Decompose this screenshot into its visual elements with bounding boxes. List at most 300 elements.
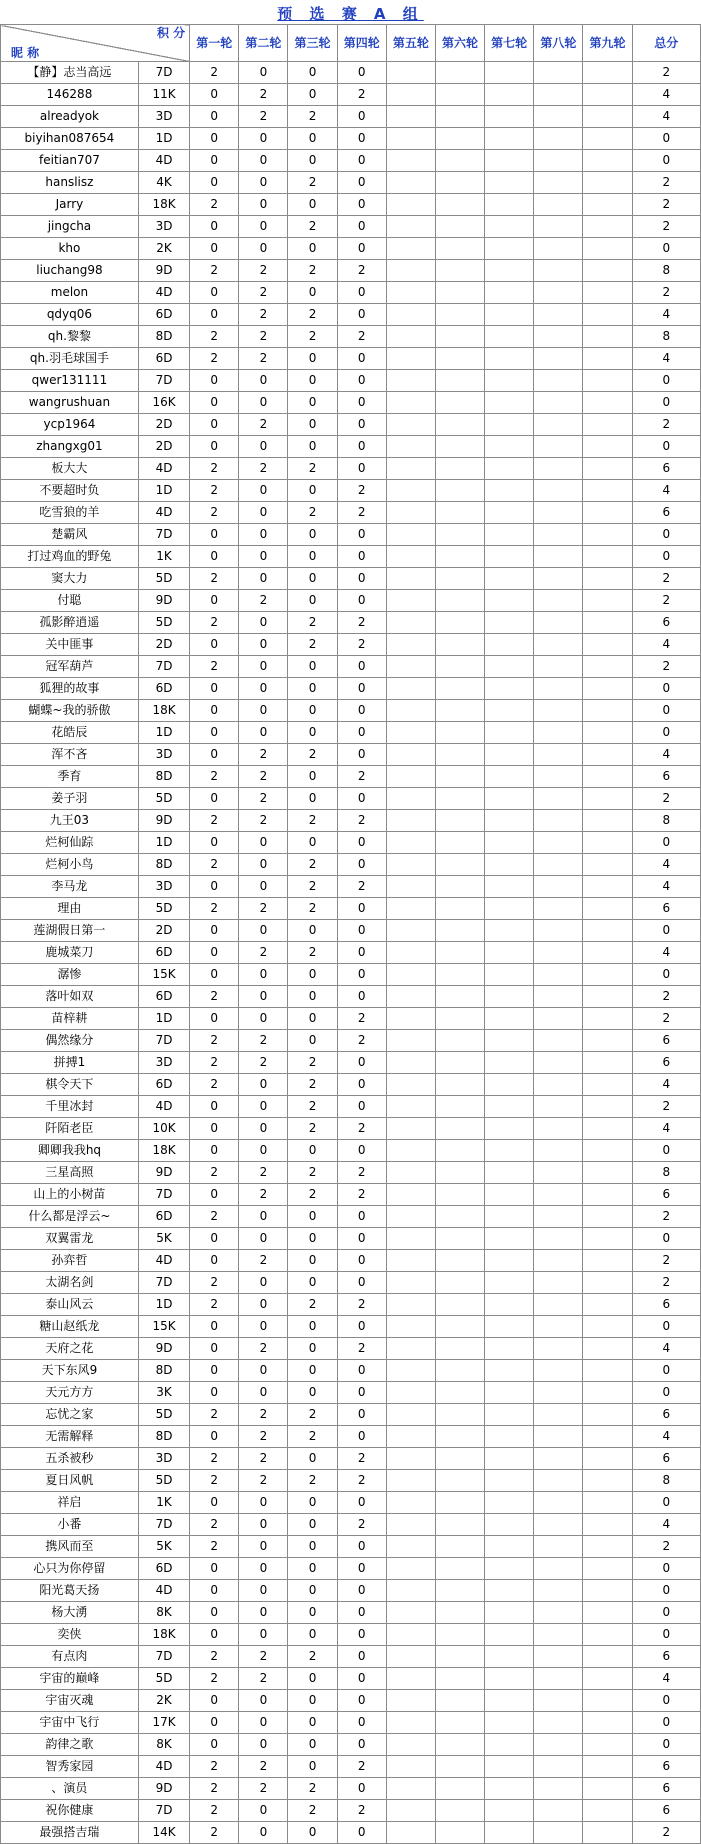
round-9-score	[583, 1294, 632, 1316]
round-9-score	[583, 106, 632, 128]
round-5-score	[386, 392, 435, 414]
round-9-score	[583, 150, 632, 172]
table-row	[1, 282, 701, 304]
player-name: 什么都是浮云~	[1, 1206, 139, 1228]
round-8-score	[534, 348, 583, 370]
player-rank: 4D	[138, 502, 189, 524]
round-8-score	[534, 1778, 583, 1800]
round-5-score	[386, 1448, 435, 1470]
round-6-score	[435, 546, 484, 568]
round-9-score	[583, 458, 632, 480]
player-rank: 5D	[138, 612, 189, 634]
round-9-score	[583, 612, 632, 634]
round-7-score	[485, 1514, 534, 1536]
round-8-score	[534, 62, 583, 84]
round-7-score	[485, 832, 534, 854]
player-name: 宇宙的巅峰	[1, 1668, 139, 1690]
round-8-score	[534, 1294, 583, 1316]
round-8-score	[534, 700, 583, 722]
round-5-score	[386, 502, 435, 524]
round-7-score	[485, 62, 534, 84]
player-name: 狐狸的故事	[1, 678, 139, 700]
round-2-score: 0	[239, 1624, 288, 1646]
round-1-score: 0	[190, 1426, 239, 1448]
round-7-score	[485, 84, 534, 106]
round-1-score: 0	[190, 1492, 239, 1514]
round-3-score: 0	[288, 84, 337, 106]
round-8-score	[534, 1822, 583, 1844]
round-2-score: 2	[239, 282, 288, 304]
round-7-score	[485, 1470, 534, 1492]
round-7-score	[485, 876, 534, 898]
round-4-score: 2	[337, 1338, 386, 1360]
round-2-score: 0	[239, 920, 288, 942]
round-6-score	[435, 1690, 484, 1712]
round-7-score	[485, 1316, 534, 1338]
round-4-score: 2	[337, 1008, 386, 1030]
round-7-score	[485, 348, 534, 370]
round-7-score	[485, 1118, 534, 1140]
round-2-score: 2	[239, 1184, 288, 1206]
round-5-score	[386, 1008, 435, 1030]
table-row	[1, 1822, 701, 1844]
round-6-score	[435, 722, 484, 744]
player-rank: 6D	[138, 304, 189, 326]
round-5-score	[386, 1668, 435, 1690]
round-5-score	[386, 810, 435, 832]
round-6-score	[435, 1162, 484, 1184]
round-2-score: 0	[239, 1492, 288, 1514]
round-8-score	[534, 1118, 583, 1140]
round-1-score: 0	[190, 590, 239, 612]
round-4-score: 0	[337, 1206, 386, 1228]
round-8-score	[534, 876, 583, 898]
round-2-score: 0	[239, 656, 288, 678]
table-row	[1, 1580, 701, 1602]
total-score: 2	[632, 656, 700, 678]
round-6-score	[435, 612, 484, 634]
round-6-score	[435, 1756, 484, 1778]
round-9-score	[583, 348, 632, 370]
player-rank: 15K	[138, 1316, 189, 1338]
round-6-score	[435, 1052, 484, 1074]
round-6-score	[435, 1272, 484, 1294]
player-name: 拼搏1	[1, 1052, 139, 1074]
round-9-score	[583, 326, 632, 348]
round-6-score	[435, 414, 484, 436]
round-7-score	[485, 1338, 534, 1360]
round-6-score	[435, 964, 484, 986]
player-name: feitian707	[1, 150, 139, 172]
round-5-score	[386, 1272, 435, 1294]
round-8-score	[534, 744, 583, 766]
round-5-score	[386, 634, 435, 656]
round-4-score: 0	[337, 304, 386, 326]
player-rank: 6D	[138, 1074, 189, 1096]
player-name: 阡陌老臣	[1, 1118, 139, 1140]
player-name: biyihan087654	[1, 128, 139, 150]
player-name: 糖山赵纸龙	[1, 1316, 139, 1338]
player-rank: 5D	[138, 898, 189, 920]
round-4-score: 0	[337, 1250, 386, 1272]
round-1-score: 0	[190, 392, 239, 414]
round-5-score	[386, 1800, 435, 1822]
round-6-score	[435, 458, 484, 480]
round-7-score	[485, 744, 534, 766]
table-row	[1, 1558, 701, 1580]
round-4-score: 2	[337, 876, 386, 898]
round-2-score: 0	[239, 1558, 288, 1580]
total-score: 0	[632, 1624, 700, 1646]
round-4-score: 2	[337, 1118, 386, 1140]
round-2-score: 0	[239, 480, 288, 502]
round-6-score	[435, 1822, 484, 1844]
round-9-score	[583, 1118, 632, 1140]
round-4-score: 0	[337, 700, 386, 722]
round-8-score	[534, 942, 583, 964]
player-name: alreadyok	[1, 106, 139, 128]
round-6-score	[435, 1448, 484, 1470]
round-6-score	[435, 1118, 484, 1140]
round-1-score: 2	[190, 1448, 239, 1470]
round-4-score: 2	[337, 260, 386, 282]
round-5-score	[386, 744, 435, 766]
round-4-score: 2	[337, 502, 386, 524]
round-1-score: 0	[190, 1734, 239, 1756]
round-8-score	[534, 920, 583, 942]
round-8-score	[534, 1052, 583, 1074]
round-9-score	[583, 1690, 632, 1712]
round-4-score: 0	[337, 1778, 386, 1800]
player-rank: 8D	[138, 1360, 189, 1382]
round-8-score	[534, 1404, 583, 1426]
round-5-score	[386, 480, 435, 502]
table-row	[1, 1492, 701, 1514]
round-6-score	[435, 524, 484, 546]
table-row	[1, 1646, 701, 1668]
round-3-score: 0	[288, 150, 337, 172]
nick-score-header	[1, 25, 190, 62]
round-3-score: 0	[288, 920, 337, 942]
table-row	[1, 1228, 701, 1250]
round-1-score: 2	[190, 1052, 239, 1074]
player-rank: 5K	[138, 1228, 189, 1250]
table-row	[1, 62, 701, 84]
round-4-score: 2	[337, 766, 386, 788]
round-8-score	[534, 1206, 583, 1228]
player-name: wangrushuan	[1, 392, 139, 414]
player-name: 韵律之歌	[1, 1734, 139, 1756]
round-6-score	[435, 700, 484, 722]
total-score: 0	[632, 1580, 700, 1602]
round-1-score: 2	[190, 656, 239, 678]
round-1-score: 0	[190, 1118, 239, 1140]
round-2-score: 0	[239, 1602, 288, 1624]
round-1-score: 0	[190, 414, 239, 436]
round-1-score: 0	[190, 128, 239, 150]
round-4-score: 0	[337, 216, 386, 238]
round-4-score: 0	[337, 1052, 386, 1074]
round-3-header: 第三轮	[288, 25, 337, 62]
round-8-score	[534, 832, 583, 854]
round-7-score	[485, 1778, 534, 1800]
table-row	[1, 1294, 701, 1316]
round-5-score	[386, 1646, 435, 1668]
total-score: 2	[632, 568, 700, 590]
player-name: 三星高照	[1, 1162, 139, 1184]
round-1-score: 2	[190, 1536, 239, 1558]
round-9-score	[583, 1580, 632, 1602]
round-4-score: 0	[337, 348, 386, 370]
round-8-score	[534, 964, 583, 986]
player-name: 楚霸风	[1, 524, 139, 546]
round-2-score: 0	[239, 194, 288, 216]
round-3-score: 0	[288, 766, 337, 788]
total-score: 0	[632, 1316, 700, 1338]
round-2-score: 2	[239, 1030, 288, 1052]
round-4-score: 2	[337, 1756, 386, 1778]
round-4-score: 0	[337, 1558, 386, 1580]
round-8-score	[534, 524, 583, 546]
round-5-score	[386, 1250, 435, 1272]
standings-body	[1, 62, 701, 1844]
total-score: 0	[632, 1140, 700, 1162]
round-9-score	[583, 810, 632, 832]
round-3-score: 0	[288, 1228, 337, 1250]
player-name: 冠军葫芦	[1, 656, 139, 678]
round-5-score	[386, 1404, 435, 1426]
table-row	[1, 1250, 701, 1272]
round-8-score	[534, 1602, 583, 1624]
round-8-score	[534, 898, 583, 920]
round-2-score: 2	[239, 590, 288, 612]
round-2-score: 0	[239, 1316, 288, 1338]
round-6-score	[435, 1030, 484, 1052]
table-row	[1, 524, 701, 546]
round-9-score	[583, 1778, 632, 1800]
round-3-score: 2	[288, 898, 337, 920]
round-2-score: 2	[239, 1250, 288, 1272]
total-score: 2	[632, 62, 700, 84]
total-score: 0	[632, 1712, 700, 1734]
standings-table	[0, 24, 701, 1844]
round-5-score	[386, 1536, 435, 1558]
player-rank: 4D	[138, 282, 189, 304]
player-rank: 7D	[138, 1646, 189, 1668]
total-score: 2	[632, 986, 700, 1008]
round-3-score: 0	[288, 678, 337, 700]
round-5-score	[386, 546, 435, 568]
round-6-header: 第六轮	[435, 25, 484, 62]
round-3-score: 2	[288, 458, 337, 480]
round-5-score	[386, 854, 435, 876]
round-7-score	[485, 1360, 534, 1382]
round-3-score: 0	[288, 194, 337, 216]
round-8-score	[534, 1536, 583, 1558]
round-9-score	[583, 1822, 632, 1844]
player-rank: 7D	[138, 1514, 189, 1536]
round-8-score	[534, 590, 583, 612]
round-8-score	[534, 568, 583, 590]
round-1-score: 2	[190, 1646, 239, 1668]
round-4-score: 2	[337, 1294, 386, 1316]
round-9-score	[583, 128, 632, 150]
table-row	[1, 700, 701, 722]
round-3-score: 0	[288, 832, 337, 854]
player-name: 携风而至	[1, 1536, 139, 1558]
table-row	[1, 1118, 701, 1140]
player-name: 忘忧之家	[1, 1404, 139, 1426]
total-score: 4	[632, 1668, 700, 1690]
round-2-score: 0	[239, 832, 288, 854]
round-9-score	[583, 304, 632, 326]
round-6-score	[435, 436, 484, 458]
round-2-score: 2	[239, 1052, 288, 1074]
round-1-score: 0	[190, 1140, 239, 1162]
player-rank: 7D	[138, 62, 189, 84]
round-4-score: 0	[337, 656, 386, 678]
table-row	[1, 986, 701, 1008]
round-9-score	[583, 480, 632, 502]
round-9-score	[583, 634, 632, 656]
round-2-score: 0	[239, 1008, 288, 1030]
round-3-score: 2	[288, 106, 337, 128]
round-8-score	[534, 1008, 583, 1030]
table-row	[1, 568, 701, 590]
round-6-score	[435, 1778, 484, 1800]
player-rank: 18K	[138, 1140, 189, 1162]
round-4-score: 2	[337, 1470, 386, 1492]
player-name: 夏日风帆	[1, 1470, 139, 1492]
round-1-score: 2	[190, 1800, 239, 1822]
player-name: 九王03	[1, 810, 139, 832]
round-4-score: 0	[337, 458, 386, 480]
total-score: 0	[632, 1558, 700, 1580]
round-6-score	[435, 656, 484, 678]
round-9-score	[583, 1624, 632, 1646]
round-1-score: 2	[190, 986, 239, 1008]
total-score: 0	[632, 128, 700, 150]
total-score: 2	[632, 1096, 700, 1118]
round-7-score	[485, 1162, 534, 1184]
round-7-score	[485, 216, 534, 238]
player-rank: 15K	[138, 964, 189, 986]
round-5-score	[386, 150, 435, 172]
round-1-score: 0	[190, 744, 239, 766]
round-5-score	[386, 1096, 435, 1118]
round-1-score: 0	[190, 172, 239, 194]
round-1-score: 2	[190, 1668, 239, 1690]
round-8-score	[534, 216, 583, 238]
total-score: 6	[632, 1756, 700, 1778]
player-name: 宇宙中飞行	[1, 1712, 139, 1734]
player-rank: 6D	[138, 942, 189, 964]
round-5-score	[386, 898, 435, 920]
round-4-score: 2	[337, 810, 386, 832]
total-score: 8	[632, 810, 700, 832]
round-6-score	[435, 1316, 484, 1338]
table-row	[1, 260, 701, 282]
round-7-score	[485, 546, 534, 568]
round-7-score	[485, 612, 534, 634]
round-2-score: 0	[239, 216, 288, 238]
round-1-score: 0	[190, 1360, 239, 1382]
round-6-score	[435, 150, 484, 172]
table-row	[1, 480, 701, 502]
round-8-score	[534, 788, 583, 810]
player-rank: 1K	[138, 1492, 189, 1514]
player-rank: 7D	[138, 1800, 189, 1822]
total-score: 2	[632, 194, 700, 216]
player-name: 落叶如双	[1, 986, 139, 1008]
round-5-score	[386, 832, 435, 854]
round-5-score	[386, 1514, 435, 1536]
round-9-score	[583, 260, 632, 282]
round-7-score	[485, 1294, 534, 1316]
round-2-score: 0	[239, 524, 288, 546]
round-7-score	[485, 810, 534, 832]
round-6-score	[435, 744, 484, 766]
round-3-score: 0	[288, 1536, 337, 1558]
round-4-score: 0	[337, 524, 386, 546]
round-5-score	[386, 1426, 435, 1448]
table-row	[1, 810, 701, 832]
table-row	[1, 194, 701, 216]
round-7-score	[485, 1756, 534, 1778]
round-3-score: 2	[288, 1470, 337, 1492]
round-9-score	[583, 1096, 632, 1118]
round-7-score	[485, 172, 534, 194]
round-2-score: 0	[239, 1690, 288, 1712]
player-rank: 4D	[138, 1250, 189, 1272]
round-9-score	[583, 84, 632, 106]
player-rank: 2K	[138, 238, 189, 260]
round-1-score: 2	[190, 62, 239, 84]
round-4-score: 0	[337, 1646, 386, 1668]
table-row	[1, 1360, 701, 1382]
total-score: 2	[632, 1206, 700, 1228]
round-4-score: 2	[337, 1184, 386, 1206]
round-5-score	[386, 524, 435, 546]
player-rank: 3D	[138, 216, 189, 238]
round-2-score: 0	[239, 1074, 288, 1096]
player-name: 不要超时负	[1, 480, 139, 502]
round-8-score	[534, 1558, 583, 1580]
round-4-score: 2	[337, 634, 386, 656]
total-score: 0	[632, 1360, 700, 1382]
round-3-score: 0	[288, 348, 337, 370]
round-3-score: 0	[288, 436, 337, 458]
round-2-score: 2	[239, 1338, 288, 1360]
round-7-score	[485, 1228, 534, 1250]
total-score: 6	[632, 1404, 700, 1426]
round-8-score	[534, 260, 583, 282]
player-name: qwer131111	[1, 370, 139, 392]
round-8-score	[534, 656, 583, 678]
round-6-score	[435, 62, 484, 84]
round-9-score	[583, 1558, 632, 1580]
player-name: 棋令天下	[1, 1074, 139, 1096]
player-rank: 9D	[138, 1338, 189, 1360]
round-2-score: 0	[239, 678, 288, 700]
table-row	[1, 964, 701, 986]
round-4-score: 0	[337, 942, 386, 964]
round-5-score	[386, 1184, 435, 1206]
round-2-score: 2	[239, 766, 288, 788]
player-name: liuchang98	[1, 260, 139, 282]
round-1-score: 2	[190, 194, 239, 216]
round-3-score: 0	[288, 1712, 337, 1734]
